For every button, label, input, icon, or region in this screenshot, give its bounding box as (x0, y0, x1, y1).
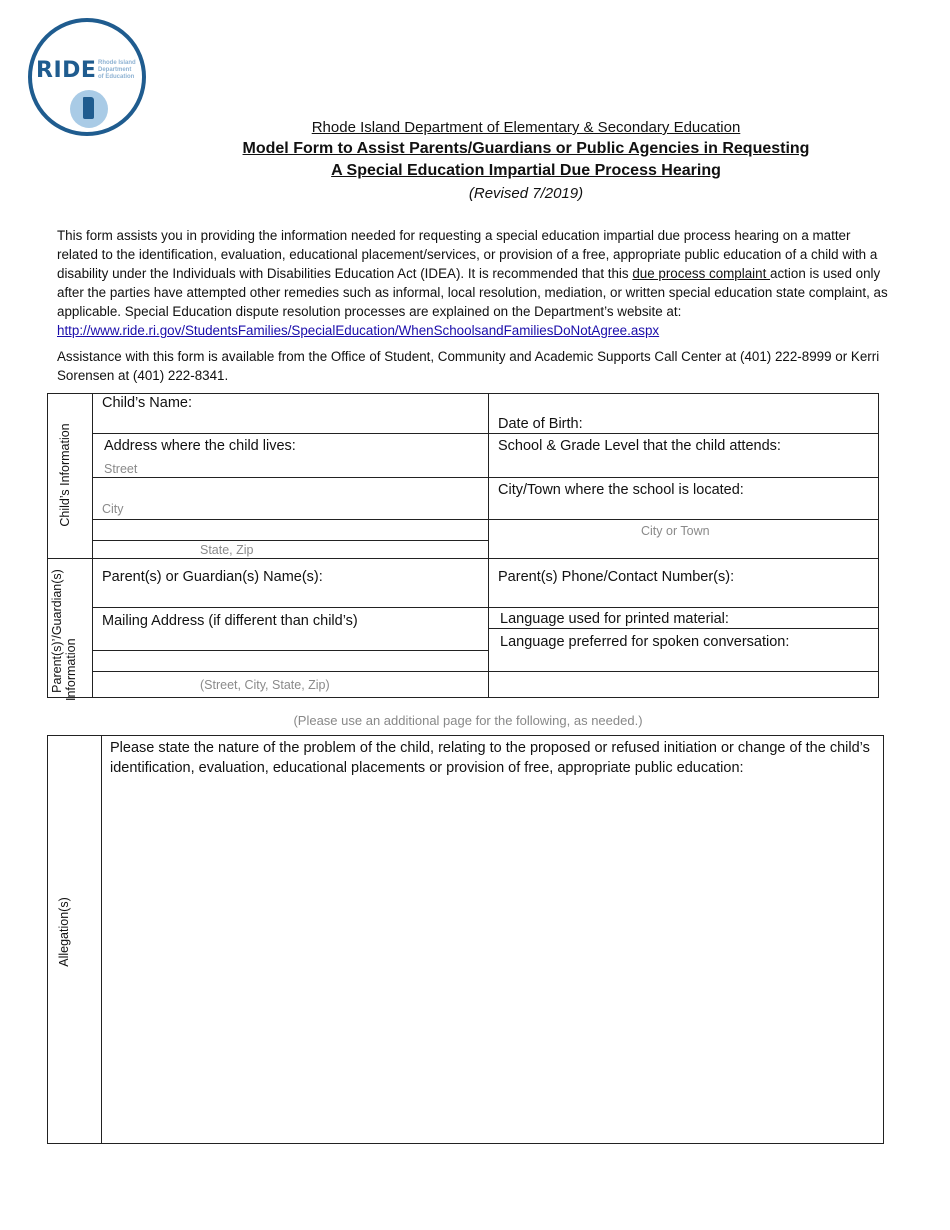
language-spoken-field[interactable]: Language preferred for spoken conversation: (500, 634, 790, 650)
form-subtitle: A Special Education Impartial Due Process Hearing (331, 162, 721, 179)
allegations-prompt: Please state the nature of the problem of the child, relating to the proposed or refused initiation or change of the child’s identification, evaluation, educational placements or provision of free, appropriate public education: (110, 740, 870, 776)
due-process-term: due process complaint (632, 266, 771, 281)
city-or-town-hint: City or Town (641, 524, 710, 538)
mailing-address-hint: (Street, City, State, Zip) (200, 678, 330, 692)
date-of-birth-field[interactable]: Date of Birth: (498, 416, 583, 432)
logo-wordmark: RIDE (36, 58, 97, 83)
parent-names-field[interactable]: Parent(s) or Guardian(s) Name(s): (102, 569, 323, 585)
additional-page-note: (Please use an additional page for the following, as needed.) (293, 713, 643, 728)
assistance-paragraph: Assistance with this form is available from the Office of Student, Community and Academic Supports Call Center at (401) 222-8999 or Kerri Sorensen at (401) 222-8341. (57, 349, 880, 383)
parent-information-label: Parent(s)’/Guardian(s) Information (50, 569, 78, 701)
child-information-label: Child’s Information (58, 423, 72, 527)
revision-date: (Revised 7/2019) (468, 185, 584, 202)
intro-paragraph: This form assists you in providing the information needed for requesting a special education impartial due process hearing on a matter related to the identification, evaluation, educational placement/services, or provision of a free, appropriate public education of a child with a disability under the Individuals with Disabilities Education Act (IDEA). It is recommended that this due process complaint action is used only after the parties have attempted other remedies such as informal, local resolution, mediation, or written special education state complaint, as applicable. Special Education dispute resolution processes are explained on the Department’s website at: http://www.ride.ri.gov/StudentsFamilies/SpecialEducation/WhenSchoolsandFamiliesDoNotAgree.aspx (57, 228, 888, 338)
child-address-field[interactable]: Address where the child lives: (104, 438, 296, 454)
form-title: Model Form to Assist Parents/Guardians or Public Agencies in Requesting (242, 140, 810, 157)
city-hint: City (102, 502, 124, 516)
department-name: Rhode Island Department of Elementary & Secondary Education (311, 119, 741, 136)
child-name-field[interactable]: Child’s Name: (102, 395, 192, 411)
ride-website-link[interactable]: http://www.ride.ri.gov/StudentsFamilies/SpecialEducation/WhenSchoolsandFamiliesDoNotAgree.aspx (57, 323, 660, 338)
mailing-address-field[interactable]: Mailing Address (if different than child’s) (102, 613, 358, 629)
school-grade-field[interactable]: School & Grade Level that the child attends: (498, 438, 781, 454)
state-shape-icon (83, 97, 94, 119)
allegations-text-area[interactable] (104, 800, 880, 1140)
allegations-label: Allegation(s) (57, 897, 71, 967)
language-printed-field[interactable]: Language used for printed material: (500, 611, 729, 627)
logo-subtitle: Rhode Island Department of Education (98, 60, 136, 80)
school-city-field[interactable]: City/Town where the school is located: (498, 482, 744, 498)
state-zip-hint: State, Zip (200, 543, 254, 557)
parent-phone-field[interactable]: Parent(s) Phone/Contact Number(s): (498, 569, 735, 585)
street-hint: Street (104, 462, 138, 476)
